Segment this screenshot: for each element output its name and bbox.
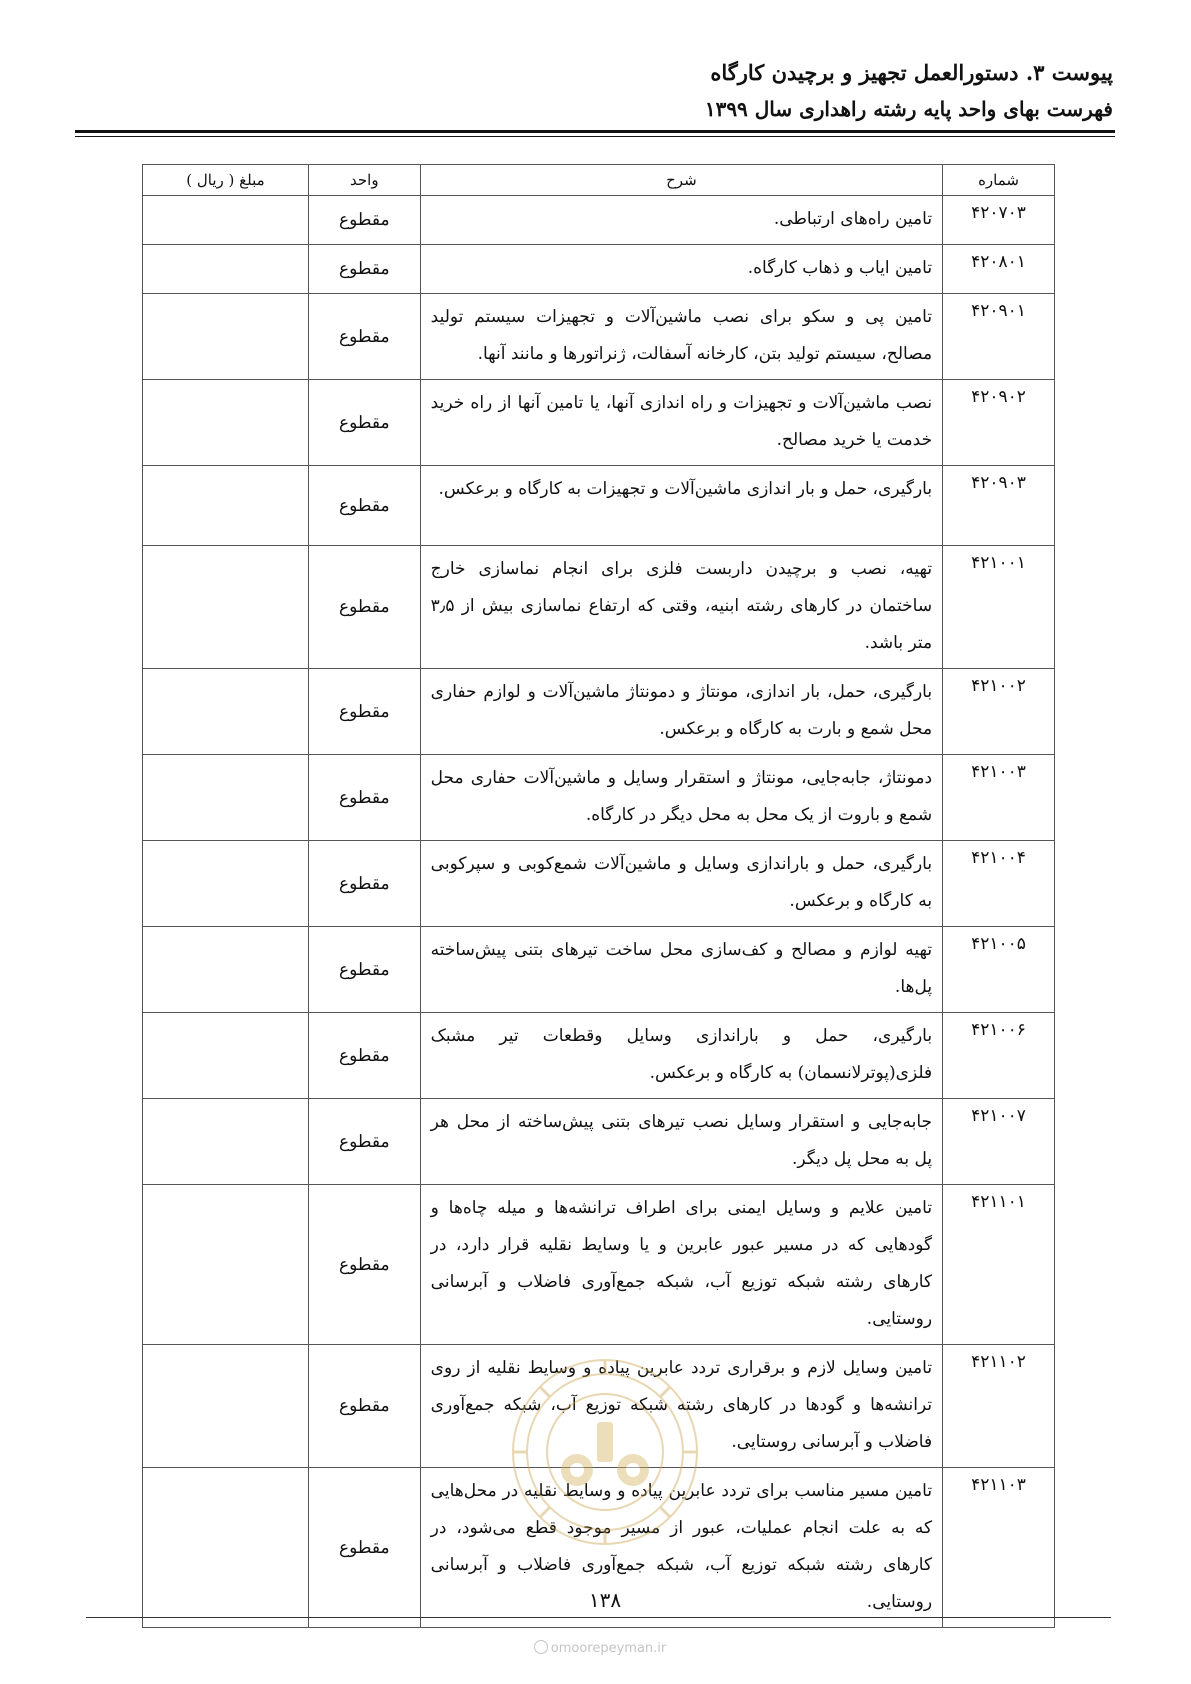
item-number: ۴۲۱۰۰۷	[943, 1099, 1055, 1185]
column-header-number: شماره	[943, 165, 1055, 196]
footer-rule	[86, 1617, 1111, 1618]
item-number: ۴۲۰۹۰۲	[943, 380, 1055, 466]
item-amount	[143, 841, 309, 927]
item-amount	[143, 196, 309, 245]
item-description: تامین وسایل لازم و برقراری تردد عابرین پیاده و وسایط نقلیه از روی ترانشه‌ها و گودها در کارهای رشته شبکه توزیع آب، شبکه جمع‌آوری فاضلاب و آبرسانی روستایی.	[420, 1345, 942, 1468]
item-description: تامین ایاب و ذهاب کارگاه.	[420, 245, 942, 294]
item-description: تهیه، نصب و برچیدن داربست فلزی برای انجام نماسازی خارج ساختمان در کارهای رشته ابنیه، وقتی که ارتفاع نماسازی بیش از ۳٫۵ متر باشد.	[420, 546, 942, 669]
item-unit: مقطوع	[308, 1185, 420, 1345]
page-header	[73, 58, 1113, 124]
item-amount	[143, 380, 309, 466]
item-unit: مقطوع	[308, 466, 420, 546]
item-number: ۴۲۰۹۰۱	[943, 294, 1055, 380]
header-rule-thick	[75, 130, 1115, 133]
table-row	[143, 245, 1055, 294]
item-unit: مقطوع	[308, 841, 420, 927]
item-description: بارگیری، حمل و باراندازی وسایل وقطعات تیر مشبک فلزی(پوترلانسمان) به کارگاه و برعکس.	[420, 1013, 942, 1099]
website-text: omoorepeyman.ir	[550, 1641, 667, 1656]
item-amount	[143, 927, 309, 1013]
item-unit: مقطوع	[308, 294, 420, 380]
item-description: بارگیری، حمل، بار اندازی، مونتاژ و دمونتاژ ماشین‌آلات و لوازم حفاری محل شمع و بارت به کارگاه و برعکس.	[420, 669, 942, 755]
item-unit: مقطوع	[308, 927, 420, 1013]
watermark-seal-icon	[505, 1352, 705, 1552]
item-description: تهیه لوازم و مصالح و کف‌سازی محل ساخت تیرهای بتنی پیش‌ساخته پل‌ها.	[420, 927, 942, 1013]
website-watermark	[495, 1640, 705, 1656]
item-amount	[143, 294, 309, 380]
item-number: ۴۲۰۹۰۳	[943, 466, 1055, 546]
item-number: ۴۲۱۰۰۴	[943, 841, 1055, 927]
item-description: تامین پی و سکو برای نصب ماشین‌آلات و تجهیزات سیستم تولید مصالح، سیستم تولید بتن، کارخانه آسفالت، ژنراتورها و مانند آنها.	[420, 294, 942, 380]
item-amount	[143, 1099, 309, 1185]
item-amount	[143, 669, 309, 755]
column-header-unit: واحد	[308, 165, 420, 196]
item-amount	[143, 466, 309, 546]
table-row	[143, 294, 1055, 380]
table-row	[143, 1099, 1055, 1185]
table-row	[143, 841, 1055, 927]
item-number: ۴۲۰۸۰۱	[943, 245, 1055, 294]
at-icon	[534, 1640, 548, 1654]
item-amount	[143, 245, 309, 294]
item-description: جابه‌جایی و استقرار وسایل نصب تیرهای بتنی پیش‌ساخته از محل هر پل به محل پل دیگر.	[420, 1099, 942, 1185]
item-description: دمونتاژ، جابه‌جایی، مونتاژ و استقرار وسایل و ماشین‌آلات حفاری محل شمع و باروت از یک محل به محل دیگر در کارگاه.	[420, 755, 942, 841]
item-unit: مقطوع	[308, 1013, 420, 1099]
header-price-list-title: فهرست بهای واحد پایه رشته راهداری سال ۱۳۹۹	[704, 97, 1113, 121]
table-row	[143, 466, 1055, 546]
item-description: تامین راه‌های ارتباطی.	[420, 196, 942, 245]
item-unit: مقطوع	[308, 196, 420, 245]
table-row	[143, 196, 1055, 245]
item-unit: مقطوع	[308, 755, 420, 841]
table-row	[143, 546, 1055, 669]
item-amount	[143, 1013, 309, 1099]
item-unit: مقطوع	[308, 245, 420, 294]
item-amount	[143, 1345, 309, 1468]
table-row	[143, 1013, 1055, 1099]
item-unit: مقطوع	[308, 546, 420, 669]
item-amount	[143, 755, 309, 841]
item-amount	[143, 546, 309, 669]
table-header-row	[143, 165, 1055, 196]
table-row	[143, 1185, 1055, 1345]
item-unit: مقطوع	[308, 1468, 420, 1628]
table-row	[143, 380, 1055, 466]
column-header-description: شرح	[420, 165, 942, 196]
item-amount	[143, 1185, 309, 1345]
item-number: ۴۲۱۰۰۳	[943, 755, 1055, 841]
item-number: ۴۲۱۰۰۲	[943, 669, 1055, 755]
item-unit: مقطوع	[308, 669, 420, 755]
table-row	[143, 927, 1055, 1013]
item-number: ۴۲۱۱۰۳	[943, 1468, 1055, 1628]
table-row	[143, 669, 1055, 755]
item-description: تامین مسیر مناسب برای تردد عابرین پیاده و وسایط نقلیه در محل‌هایی که به علت انجام عملیات، عبور از مسیر موجود قطع می‌شود، در کارهای رشته شبکه توزیع آب، شبکه جمع‌آوری فاضلاب و آبرسانی روستایی.	[420, 1468, 942, 1628]
item-number: ۴۲۱۱۰۱	[943, 1185, 1055, 1345]
page-number: ۱۳۸	[588, 1588, 622, 1612]
column-header-amount: مبلغ ( ریال )	[143, 165, 309, 196]
item-number: ۴۲۱۱۰۲	[943, 1345, 1055, 1468]
item-description: نصب ماشین‌آلات و تجهیزات و راه اندازی آنها، یا تامین آنها از راه خرید خدمت یا خرید مصالح.	[420, 380, 942, 466]
item-description: بارگیری، حمل و باراندازی وسایل و ماشین‌آلات شمع‌کوبی و سپرکوبی به کارگاه و برعکس.	[420, 841, 942, 927]
item-unit: مقطوع	[308, 1099, 420, 1185]
item-number: ۴۲۱۰۰۵	[943, 927, 1055, 1013]
item-description: تامین علایم و وسایل ایمنی برای اطراف ترانشه‌ها و میله چاه‌ها و گودهایی که در مسیر عبور عابرین و یا وسایط نقلیه قرار دارد، در کارهای رشته شبکه توزیع آب، شبکه جمع‌آوری فاضلاب و آبرسانی روستایی.	[420, 1185, 942, 1345]
item-amount	[143, 1468, 309, 1628]
header-rule-thin	[75, 136, 1115, 137]
item-number: ۴۲۱۰۰۱	[943, 546, 1055, 669]
item-number: ۴۲۱۰۰۶	[943, 1013, 1055, 1099]
item-unit: مقطوع	[308, 380, 420, 466]
item-description: بارگیری، حمل و بار اندازی ماشین‌آلات و تجهیزات به کارگاه و برعکس.	[420, 466, 942, 546]
item-unit: مقطوع	[308, 1345, 420, 1468]
header-appendix-title: پیوست ۳. دستورالعمل تجهیز و برچیدن کارگاه	[710, 60, 1113, 85]
item-number: ۴۲۰۷۰۳	[943, 196, 1055, 245]
table-row	[143, 755, 1055, 841]
